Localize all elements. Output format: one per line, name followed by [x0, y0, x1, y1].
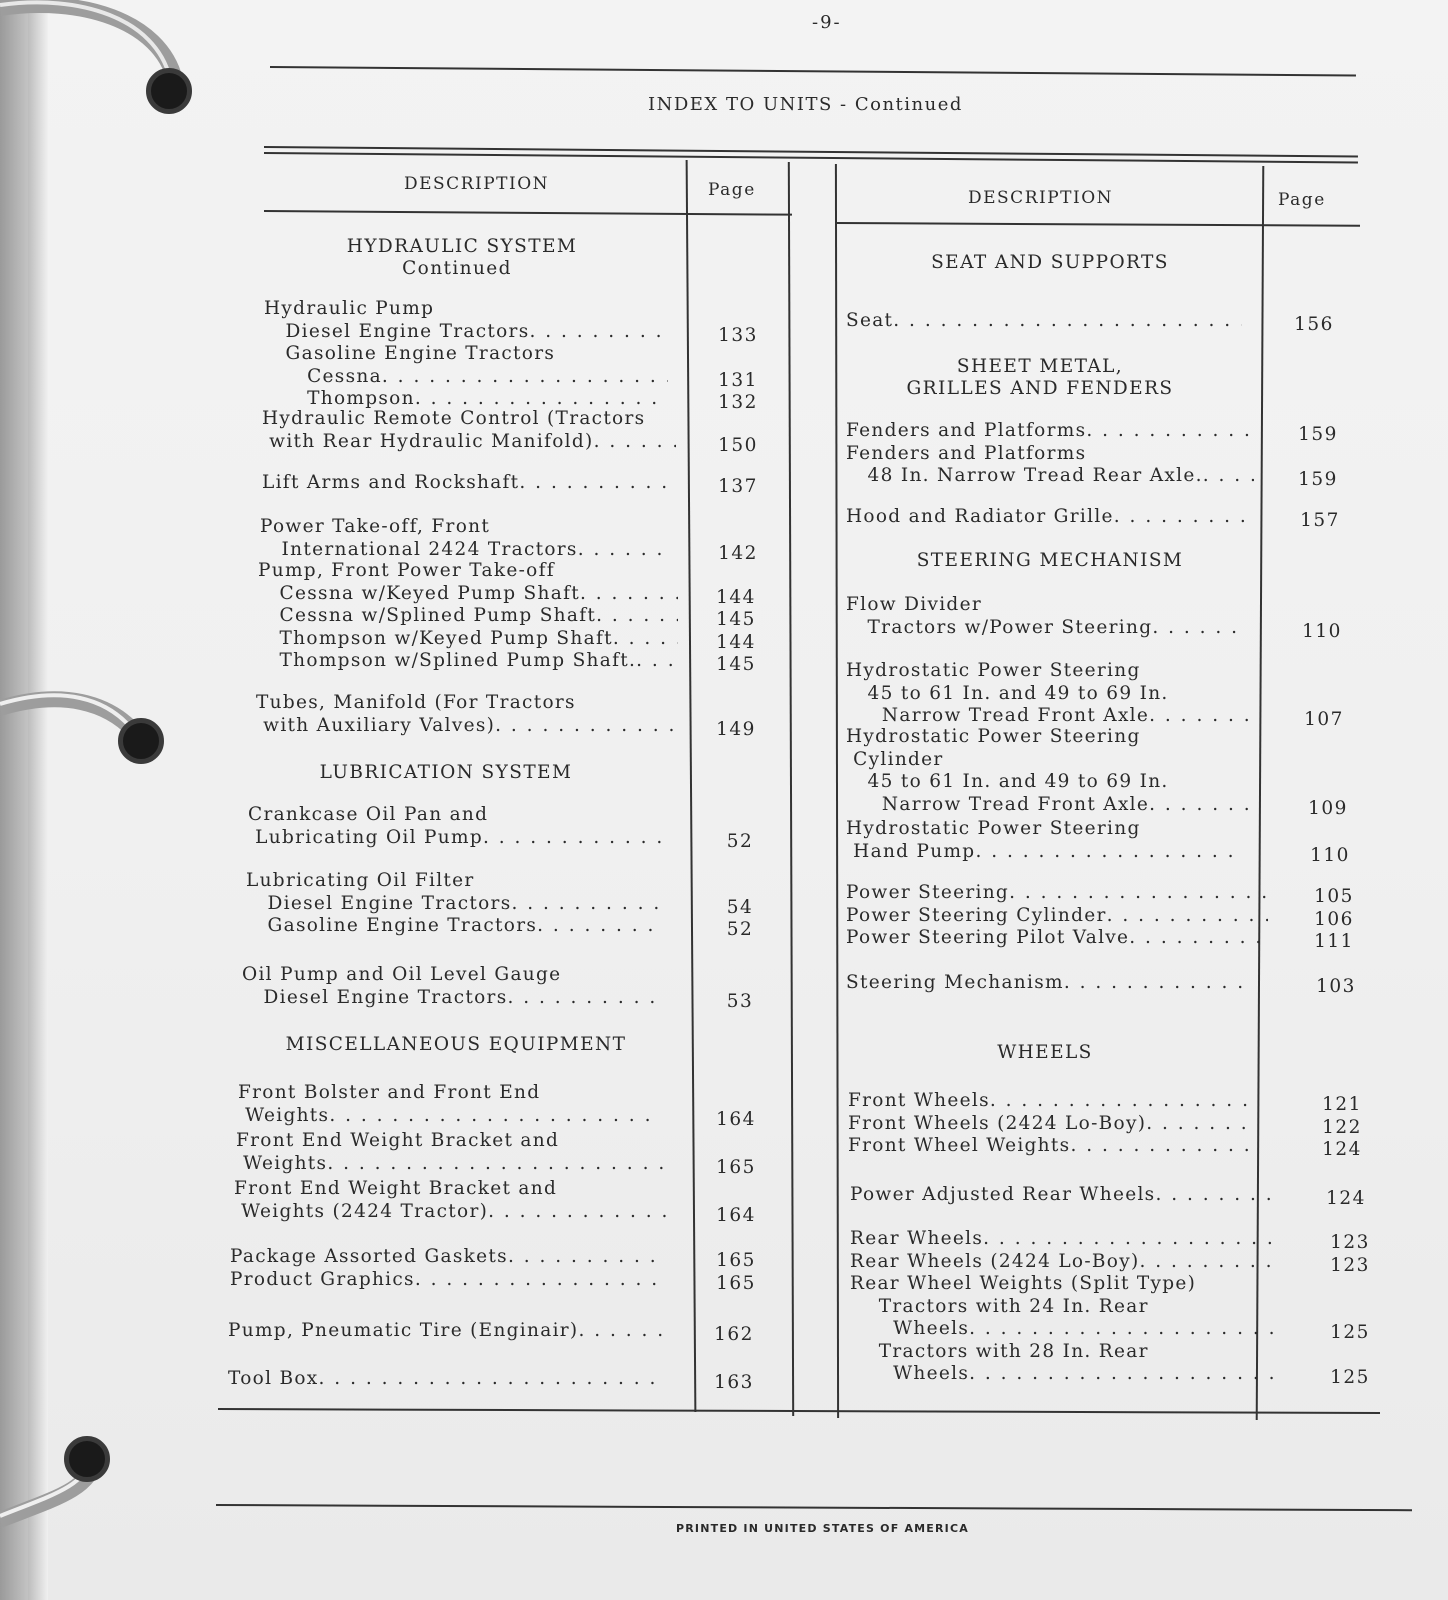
index-entry-page: 110 [1302, 620, 1342, 642]
index-entry-text: Thompson w/Keyed Pump Shaft [258, 627, 613, 649]
index-entry-text: Tractors with 24 In. Rear [850, 1295, 1149, 1317]
index-entry-page: 156 [1294, 314, 1334, 335]
index-entry-page: 123 [1330, 1232, 1370, 1253]
page-number: -9- [812, 12, 842, 33]
index-entry-line [264, 343, 668, 366]
index-entry-line [230, 1269, 658, 1292]
index-entry-text: Hydraulic Remote Control (Tractors [262, 408, 646, 429]
section-heading: SEAT AND SUPPORTS [931, 252, 1169, 273]
index-entry-line [846, 794, 1254, 817]
dot-leader [1146, 1113, 1258, 1136]
index-entry-line [846, 660, 1250, 683]
index-entry-text: Thompson [264, 388, 415, 409]
index-entry-page: 165 [716, 1156, 756, 1178]
index-entry-text: Cessna w/Splined Pump Shaft [258, 605, 597, 626]
index-entry-text: Tool Box [228, 1368, 319, 1389]
index-entry-text: Steering Mechanism [846, 972, 1064, 993]
dot-leader [415, 1269, 658, 1292]
dot-leader [578, 1320, 666, 1343]
index-entry-text: Narrow Tread Front Axle [846, 793, 1150, 815]
index-entry-line [850, 1363, 1278, 1386]
right-description-header: DESCRIPTION [968, 188, 1114, 208]
index-entry-text: 45 to 61 In. and 49 to 69 In. [846, 682, 1169, 704]
index-entry-text: Front Wheels (2424 Lo-Boy) [848, 1112, 1147, 1134]
right-page-header: Page [1278, 190, 1326, 210]
footer-printed-notice: PRINTED IN UNITED STATES OF AMERICA [676, 1522, 969, 1535]
index-entry-line [846, 310, 1242, 333]
binder-hole-top [146, 68, 192, 114]
index-entry-line [846, 841, 1238, 864]
index-entry-line [264, 298, 668, 321]
index-entry-line [242, 987, 660, 1010]
index-entry-page: 121 [1322, 1094, 1362, 1115]
index-entry-page: 150 [718, 434, 758, 456]
index-entry-page: 165 [716, 1272, 756, 1294]
index-entry-line [850, 1228, 1278, 1251]
dot-leader [636, 650, 678, 673]
dot-leader [1140, 1251, 1278, 1274]
index-entry-line [262, 431, 676, 454]
index-entry-line [234, 1201, 668, 1224]
dot-leader [507, 987, 660, 1010]
dot-leader [1064, 972, 1252, 995]
dot-leader [1070, 1135, 1258, 1158]
index-entry-text: Narrow Tread Front Axle [846, 705, 1150, 726]
index-entry-line [238, 1082, 660, 1105]
index-entry-text: Hydrostatic Power Steering [846, 818, 1141, 839]
index-entry-line [248, 827, 666, 850]
index-entry-line [264, 366, 668, 389]
index-entry-text: 45 to 61 In. and 49 to 69 In. [846, 771, 1169, 792]
index-entry-text: Package Assorted Gaskets [230, 1246, 508, 1267]
index-entry-line [846, 683, 1250, 706]
index-entry-page: 133 [718, 324, 758, 346]
index-entry-page: 54 [726, 896, 754, 918]
index-entry-text: Lubricating Oil Pump [248, 826, 483, 848]
index-entry-text: Lubricating Oil Filter [246, 870, 475, 891]
index-entry-line [256, 715, 676, 738]
dot-leader [1114, 506, 1254, 529]
index-entry-text: Weights [238, 1104, 330, 1126]
index-entry-page: 103 [1316, 976, 1356, 997]
left-description-header: DESCRIPTION [404, 174, 550, 194]
section-heading: SHEET METAL, [956, 356, 1124, 377]
index-entry-text: Cylinder [846, 748, 944, 770]
index-entry-page: 53 [726, 990, 754, 1012]
index-entry-text: Oil Pump and Oil Level Gauge [242, 964, 562, 985]
dot-leader [990, 1090, 1258, 1113]
index-entry-line [262, 472, 668, 495]
index-entry-line [238, 1105, 660, 1128]
index-entry-line [246, 915, 660, 938]
section-heading: HYDRAULIC SYSTEM [346, 236, 578, 257]
dot-leader [983, 1228, 1278, 1251]
index-entry-text: Wheels [850, 1318, 970, 1339]
dot-leader [596, 605, 678, 628]
index-entry-line [850, 1273, 1278, 1296]
index-entry-text: Pump, Front Power Take-off [258, 560, 555, 581]
index-entry-line [846, 443, 1254, 466]
index-entry-text: with Rear Hydraulic Manifold) [262, 430, 594, 452]
index-entry-line [234, 1178, 668, 1201]
dot-leader [1009, 882, 1268, 905]
index-entry-text: Product Graphics [230, 1268, 415, 1290]
binder-hole-bottom [64, 1436, 110, 1482]
index-entry-page: 111 [1314, 931, 1354, 952]
index-entry-line [848, 1090, 1258, 1113]
index-entry-text: Wheels [850, 1363, 970, 1384]
index-entry-line [258, 583, 678, 606]
index-entry-line [246, 893, 660, 916]
index-entry-text: 48 In. Narrow Tread Rear Axle. [846, 465, 1203, 486]
dot-leader [969, 1363, 1278, 1386]
dot-leader [529, 321, 668, 344]
index-entry-text: Gasoline Engine Tractors [264, 343, 556, 364]
index-entry-text: International 2424 Tractors [260, 538, 578, 560]
index-entry-line [228, 1368, 662, 1391]
dot-leader [613, 628, 678, 651]
index-entry-line [848, 1135, 1258, 1158]
index-entry-page: 109 [1308, 797, 1348, 819]
section-heading: MISCELLANEOUS EQUIPMENT [285, 1034, 627, 1055]
dot-leader [1107, 905, 1268, 928]
dot-leader [893, 310, 1242, 333]
index-entry-text: Front End Weight Bracket and [236, 1130, 560, 1151]
index-entry-line [256, 692, 676, 715]
index-entry-page: 157 [1300, 510, 1340, 531]
index-entry-text: Diesel Engine Tractors [246, 892, 512, 914]
section-subheading: GRILLES AND FENDERS [906, 378, 1174, 399]
index-entry-line [258, 605, 678, 628]
index-entry-page: 142 [718, 542, 758, 564]
dot-leader [594, 431, 676, 454]
dot-leader [1129, 927, 1268, 950]
section-heading: LUBRICATION SYSTEM [319, 762, 573, 783]
index-entry-text: Power Take-off, Front [260, 516, 491, 537]
dot-leader [319, 1368, 662, 1391]
index-entry-page: 165 [716, 1250, 756, 1271]
index-entry-line [846, 705, 1250, 728]
dot-leader [508, 1246, 658, 1269]
dot-leader [327, 1153, 672, 1176]
index-entry-text: Power Steering Cylinder [846, 904, 1107, 926]
index-entry-line [846, 506, 1254, 529]
index-entry-text: Flow Divider [846, 594, 982, 615]
index-entry-line [260, 516, 674, 539]
index-entry-page: 107 [1304, 709, 1344, 730]
index-entry-text: Diesel Engine Tractors [242, 986, 508, 1008]
index-entry-page: 124 [1326, 1188, 1366, 1209]
index-entry-text: Seat [846, 310, 894, 331]
index-entry-text: Gasoline Engine Tractors [246, 915, 538, 936]
index-entry-line [846, 420, 1254, 443]
index-entry-page: 159 [1298, 469, 1338, 490]
index-entry-text: Hydrostatic Power Steering [846, 660, 1141, 681]
index-entry-text: Power Adjusted Rear Wheels [850, 1184, 1156, 1205]
index-entry-page: 132 [718, 392, 758, 413]
dot-leader [537, 915, 660, 938]
index-entry-page: 52 [726, 830, 754, 852]
index-entry-line [262, 408, 676, 431]
index-entry-text: Fenders and Platforms [846, 442, 1087, 464]
dot-leader [580, 583, 678, 606]
index-entry-page: 123 [1330, 1254, 1370, 1276]
index-entry-text: Rear Wheels (2424 Lo-Boy) [850, 1250, 1140, 1272]
index-entry-line [258, 650, 678, 673]
index-entry-page: 52 [726, 919, 754, 940]
index-entry-line [850, 1296, 1278, 1319]
index-entry-line [228, 1320, 666, 1343]
index-entry-page: 144 [716, 586, 756, 608]
index-entry-line [850, 1184, 1274, 1207]
index-entry-text: Rear Wheel Weights (Split Type) [850, 1273, 1197, 1294]
index-entry-page: 162 [714, 1324, 754, 1345]
index-entry-text: Pump, Pneumatic Tire (Enginair) [228, 1320, 579, 1341]
index-entry-line [846, 465, 1254, 488]
index-entry-line [236, 1153, 672, 1176]
index-entry-text: Weights (2424 Tractor) [234, 1200, 489, 1222]
index-entry-line [846, 726, 1254, 749]
index-entry-line [850, 1251, 1278, 1274]
index-entry-line [850, 1318, 1278, 1341]
index-entry-text: Rear Wheels [850, 1228, 984, 1249]
index-entry-text: Hydraulic Pump [264, 298, 435, 319]
index-entry-line [846, 905, 1268, 928]
index-entry-text: Front Wheels [848, 1090, 990, 1111]
index-entry-line [248, 804, 666, 827]
index-entry-page: 124 [1322, 1139, 1362, 1160]
index-entry-text: Tractors w/Power Steering [846, 616, 1153, 638]
index-entry-page: 149 [716, 718, 756, 740]
index-entry-text: Fenders and Platforms [846, 420, 1087, 441]
dot-leader [975, 841, 1238, 864]
index-entry-line [846, 818, 1238, 841]
page-edge-shadow [28, 0, 48, 1600]
index-entry-line [264, 321, 668, 344]
index-entry-page: 159 [1298, 424, 1338, 445]
index-entry-page: 163 [714, 1372, 754, 1393]
index-entry-text: Cessna [264, 365, 382, 387]
dot-leader [495, 715, 676, 738]
index-entry-page: 145 [716, 654, 756, 675]
section-heading: STEERING MECHANISM [916, 550, 1184, 571]
binder-hole-middle [118, 718, 164, 764]
index-entry-line [846, 617, 1246, 640]
index-entry-page: 131 [718, 369, 758, 391]
dot-leader [1149, 794, 1254, 817]
index-entry-page: 125 [1330, 1367, 1370, 1388]
index-entry-page: 164 [716, 1108, 756, 1130]
index-entry-text: Front Wheel Weights [848, 1135, 1071, 1156]
index-entry-text: Tractors with 28 In. Rear [850, 1340, 1149, 1362]
dot-leader [1086, 420, 1254, 443]
dot-leader [578, 539, 674, 562]
index-entry-line [230, 1246, 658, 1269]
index-entry-line [846, 594, 1246, 617]
index-entry-line [242, 964, 660, 987]
dot-leader [1149, 705, 1250, 728]
index-entry-text: Hood and Radiator Grille [846, 506, 1114, 527]
index-entry-text: Cessna w/Keyed Pump Shaft [258, 582, 580, 604]
index-entry-line [848, 1113, 1258, 1136]
index-entry-page: 105 [1314, 886, 1354, 907]
index-entry-text: with Auxiliary Valves) [256, 714, 496, 736]
index-entry-page: 164 [716, 1204, 756, 1226]
dot-leader [329, 1105, 660, 1128]
index-entry-text: Power Steering [846, 882, 1010, 903]
index-entry-text: Power Steering Pilot Valve [846, 927, 1130, 948]
index-entry-line [258, 628, 678, 651]
dot-leader [969, 1318, 1278, 1341]
index-entry-line [246, 870, 660, 893]
index-entry-text: Hydrostatic Power Steering [846, 726, 1141, 747]
index-entry-text: Front End Weight Bracket and [234, 1178, 558, 1199]
index-entry-page: 145 [716, 609, 756, 630]
index-entry-line [846, 749, 1254, 772]
dot-leader [483, 827, 666, 850]
index-entry-text: Front Bolster and Front End [238, 1082, 541, 1103]
index-entry-line [846, 771, 1254, 794]
index-entry-line [258, 560, 678, 583]
dot-leader [1152, 617, 1246, 640]
dot-leader [511, 893, 660, 916]
index-entry-page: 110 [1310, 844, 1350, 866]
index-entry-text: Hand Pump [846, 840, 976, 862]
dot-leader [1203, 465, 1254, 488]
index-entry-line [846, 927, 1268, 950]
section-heading: WHEELS [997, 1042, 1093, 1063]
index-entry-page: 144 [716, 631, 756, 653]
dot-leader [488, 1201, 668, 1224]
index-entry-line [260, 539, 674, 562]
index-entry-text: Thompson w/Splined Pump Shaft. [258, 650, 637, 671]
index-entry-page: 106 [1314, 908, 1354, 930]
index-entry-text: Weights [236, 1152, 328, 1174]
index-entry-line [850, 1341, 1278, 1364]
dot-leader [382, 366, 668, 389]
page-title: INDEX TO UNITS - Continued [648, 94, 963, 115]
section-subheading: Continued [402, 258, 512, 279]
index-entry-text: Crankcase Oil Pan and [248, 804, 489, 825]
dot-leader [519, 472, 668, 495]
index-entry-page: 137 [718, 476, 758, 497]
dot-leader [1155, 1184, 1274, 1207]
index-entry-text: Tubes, Manifold (For Tractors [256, 692, 576, 713]
index-entry-text: Diesel Engine Tractors [264, 320, 530, 342]
index-entry-text: Lift Arms and Rockshaft [262, 472, 520, 493]
index-entry-page: 122 [1322, 1116, 1362, 1138]
index-entry-page: 125 [1330, 1322, 1370, 1343]
index-entry-line [236, 1130, 672, 1153]
left-page-header: Page [708, 180, 756, 200]
index-entry-line [846, 882, 1268, 905]
index-entry-line [846, 972, 1252, 995]
